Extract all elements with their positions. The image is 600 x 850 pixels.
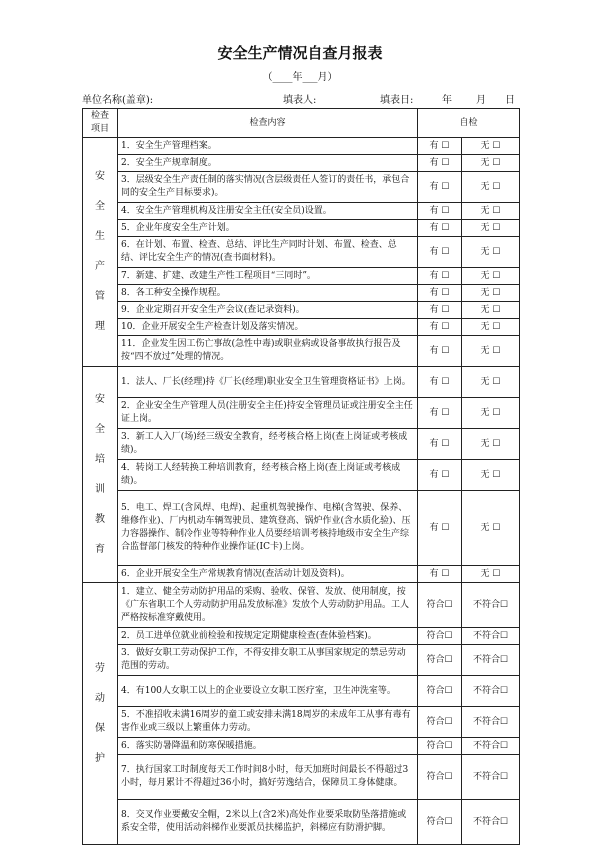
- table-row: [83, 460, 520, 491]
- report-period: （____年___月）: [262, 72, 338, 83]
- table-row: [83, 491, 520, 566]
- option-no-checkbox[interactable]: 不符合☐: [462, 707, 520, 738]
- option-yes-checkbox[interactable]: 符合☐: [418, 800, 462, 845]
- table-row: [83, 800, 520, 845]
- check-item-text: 1．法人、厂长(经理)持《厂长(经理)职业安全卫生管理资格证书》上岗。: [118, 367, 418, 398]
- option-yes-checkbox[interactable]: 符合☐: [418, 628, 462, 645]
- table-row: [83, 319, 520, 336]
- table-row: [83, 268, 520, 285]
- check-item-text: 5．不准招收未满16周岁的童工或安排未满18周岁的未成年工从事有毒有害作业或三级以上繁重体力劳动。: [118, 707, 418, 738]
- check-item-text: 1．建立、健全劳动防护用品的采购、验收、保管、发放、使用制度，按《广东省职工个人劳动防护用品发放标准》发放个人劳动防护用品。工人严格按标准穿戴使用。: [118, 583, 418, 628]
- check-item-text: 7．新建、扩建、改建生产性工程项目“三同时”。: [118, 268, 418, 285]
- option-no-checkbox[interactable]: 无 ☐: [462, 220, 520, 237]
- option-no-checkbox[interactable]: 无 ☐: [462, 319, 520, 336]
- category-header: [83, 109, 118, 138]
- option-no-checkbox[interactable]: 无 ☐: [462, 302, 520, 319]
- content-header: 检查内容: [118, 109, 418, 138]
- table-row: [83, 755, 520, 800]
- check-item-text: 3．新工人入厂(场)经三级安全教育，经考核合格上岗(查上岗证或考核成绩)。: [118, 429, 418, 460]
- option-yes-checkbox[interactable]: 有 ☐: [418, 566, 462, 583]
- option-yes-checkbox[interactable]: 有 ☐: [418, 460, 462, 491]
- check-item-text: 7．执行国家工时制度每天工作时间8小时，每天加班时间最长不得超过3小时，每月累计不得超过36小时，搞好劳逸结合，保障员工身体健康。: [118, 755, 418, 800]
- table-row: [83, 367, 520, 398]
- check-item-text: 6．企业开展安全生产常规教育情况(查活动计划及资料)。: [118, 566, 418, 583]
- option-yes-checkbox[interactable]: 有 ☐: [418, 336, 462, 367]
- check-item-text: 6．落实防暑降温和防寒保暖措施。: [118, 738, 418, 755]
- option-yes-checkbox[interactable]: 符合☐: [418, 645, 462, 676]
- section-category: [83, 138, 118, 367]
- table-row: [83, 583, 520, 628]
- option-no-checkbox[interactable]: 不符合☐: [462, 755, 520, 800]
- option-no-checkbox[interactable]: 无 ☐: [462, 138, 520, 155]
- section-category: [83, 367, 118, 583]
- option-yes-checkbox[interactable]: 有 ☐: [418, 237, 462, 268]
- check-item-text: 6．在计划、布置、检查、总结、评比生产同时计划、布置、检查、总结、评比安全生产的情况(查书面材料)。: [118, 237, 418, 268]
- option-yes-checkbox[interactable]: 有 ☐: [418, 319, 462, 336]
- day-label: 日: [505, 95, 515, 106]
- table-row: [83, 172, 520, 203]
- table-row: [83, 628, 520, 645]
- option-no-checkbox[interactable]: 不符合☐: [462, 738, 520, 755]
- table-row: [83, 336, 520, 367]
- check-item-text: 8．交叉作业要戴安全帽，2米以上(含2米)高处作业要采取防坠落措施或系安全带，使用活动斜梯作业要派员扶梯监护，斜梯应有防滑护脚。: [118, 800, 418, 845]
- option-no-checkbox[interactable]: 不符合☐: [462, 583, 520, 628]
- option-no-checkbox[interactable]: 无 ☐: [462, 336, 520, 367]
- option-yes-checkbox[interactable]: 符合☐: [418, 755, 462, 800]
- option-yes-checkbox[interactable]: 有 ☐: [418, 220, 462, 237]
- section-category-label: 安全生产管理: [95, 171, 105, 332]
- option-no-checkbox[interactable]: 无 ☐: [462, 429, 520, 460]
- unit-name-label: 单位名称(盖章):: [82, 95, 154, 106]
- table-row: [83, 398, 520, 429]
- check-item-text: 2．员工进单位就业前检验和按规定定期健康检查(查体验档案)。: [118, 628, 418, 645]
- check-item-text: 11．企业发生因工伤亡事故(急性中毒)或职业病或设备事故执行报告及按“四不放过”处理的情况。: [118, 336, 418, 367]
- option-no-checkbox[interactable]: 不符合☐: [462, 676, 520, 707]
- category-header-text: 检查项目: [90, 111, 109, 134]
- month-label: 月: [476, 95, 486, 106]
- check-item-text: 9．企业定期召开安全生产会议(查记录资料)。: [118, 302, 418, 319]
- option-yes-checkbox[interactable]: 符合☐: [418, 583, 462, 628]
- check-item-text: 4．有100人女职工以上的企业要设立女职工医疗室，卫生冲洗室等。: [118, 676, 418, 707]
- check-item-text: 8．各工种安全操作规程。: [118, 285, 418, 302]
- option-yes-checkbox[interactable]: 有 ☐: [418, 268, 462, 285]
- option-yes-checkbox[interactable]: 有 ☐: [418, 285, 462, 302]
- option-no-checkbox[interactable]: 无 ☐: [462, 398, 520, 429]
- table-row: [83, 155, 520, 172]
- check-item-text: 10．企业开展安全生产检查计划及落实情况。: [118, 319, 418, 336]
- table-row: [83, 138, 520, 155]
- option-yes-checkbox[interactable]: 有 ☐: [418, 491, 462, 566]
- section-category-label: 安全培训教育: [95, 393, 105, 555]
- option-no-checkbox[interactable]: 无 ☐: [462, 566, 520, 583]
- option-yes-checkbox[interactable]: 有 ☐: [418, 429, 462, 460]
- option-no-checkbox[interactable]: 无 ☐: [462, 155, 520, 172]
- option-yes-checkbox[interactable]: 符合☐: [418, 738, 462, 755]
- option-no-checkbox[interactable]: 无 ☐: [462, 172, 520, 203]
- table-row: [83, 676, 520, 707]
- option-yes-checkbox[interactable]: 符合☐: [418, 676, 462, 707]
- option-no-checkbox[interactable]: 无 ☐: [462, 460, 520, 491]
- section-category: [83, 583, 118, 845]
- option-no-checkbox[interactable]: 无 ☐: [462, 268, 520, 285]
- table-header-row: [83, 109, 520, 138]
- option-no-checkbox[interactable]: 不符合☐: [462, 800, 520, 845]
- option-yes-checkbox[interactable]: 有 ☐: [418, 172, 462, 203]
- option-no-checkbox[interactable]: 无 ☐: [462, 203, 520, 220]
- year-label: 年: [442, 95, 452, 106]
- filler-label: 填表人:: [283, 95, 317, 106]
- check-item-text: 5．电工、焊工(含风焊、电焊)、起重机驾驶操作、电梯(含驾驶、保养、维修作业)、厂内机动车辆驾驶员、建筑登高、锅炉作业(含水质化验)、压力容器操作、制冷作业等特种作业人员要经培训考核持地级市安全生产综合监督部门核发的特种作业操作证(IC卡)上岗。: [118, 491, 418, 566]
- option-no-checkbox[interactable]: 无 ☐: [462, 367, 520, 398]
- table-body: [83, 138, 520, 845]
- option-no-checkbox[interactable]: 无 ☐: [462, 285, 520, 302]
- option-yes-checkbox[interactable]: 有 ☐: [418, 302, 462, 319]
- table-row: [83, 302, 520, 319]
- table-row: [83, 429, 520, 460]
- check-item-text: 1．安全生产管理档案。: [118, 138, 418, 155]
- option-yes-checkbox[interactable]: 有 ☐: [418, 398, 462, 429]
- check-item-text: 4．转岗工人经转换工种培训教育，经考核合格上岗(查上岗证或考核成绩)。: [118, 460, 418, 491]
- check-item-text: 2．企业安全生产管理人员(注册安全主任)持安全管理员证或注册安全主任证上岗。: [118, 398, 418, 429]
- check-item-text: 5．企业年度安全生产计划。: [118, 220, 418, 237]
- option-yes-checkbox[interactable]: 符合☐: [418, 707, 462, 738]
- inspection-table: [82, 108, 520, 845]
- option-no-checkbox[interactable]: 不符合☐: [462, 645, 520, 676]
- check-item-text: 3．层级安全生产责任制的落实情况(含层级责任人签订的责任书，承包合同的安全生产目标要求)。: [118, 172, 418, 203]
- option-yes-checkbox[interactable]: 有 ☐: [418, 203, 462, 220]
- option-yes-checkbox[interactable]: 有 ☐: [418, 138, 462, 155]
- check-item-text: 2．安全生产规章制度。: [118, 155, 418, 172]
- table-row: [83, 285, 520, 302]
- table-row: [83, 203, 520, 220]
- check-header: 自检: [418, 109, 520, 138]
- table-row: [83, 566, 520, 583]
- option-yes-checkbox[interactable]: 有 ☐: [418, 367, 462, 398]
- option-no-checkbox[interactable]: 不符合☐: [462, 628, 520, 645]
- option-yes-checkbox[interactable]: 有 ☐: [418, 155, 462, 172]
- option-no-checkbox[interactable]: 无 ☐: [462, 237, 520, 268]
- table-row: [83, 237, 520, 268]
- fill-date-label: 填表日:: [380, 95, 414, 106]
- table-row: [83, 738, 520, 755]
- check-item-text: 4．安全生产管理机构及注册安全主任(安全员)设置。: [118, 203, 418, 220]
- table-row: [83, 707, 520, 738]
- table-row: [83, 645, 520, 676]
- option-no-checkbox[interactable]: 无 ☐: [462, 491, 520, 566]
- section-category-label: 劳动保护: [95, 662, 105, 764]
- report-title: 安全生产情况自查月报表: [217, 44, 383, 62]
- table-row: [83, 220, 520, 237]
- check-item-text: 3．做好女职工劳动保护工作，不得安排女职工从事国家规定的禁忌劳动范围的劳动。: [118, 645, 418, 676]
